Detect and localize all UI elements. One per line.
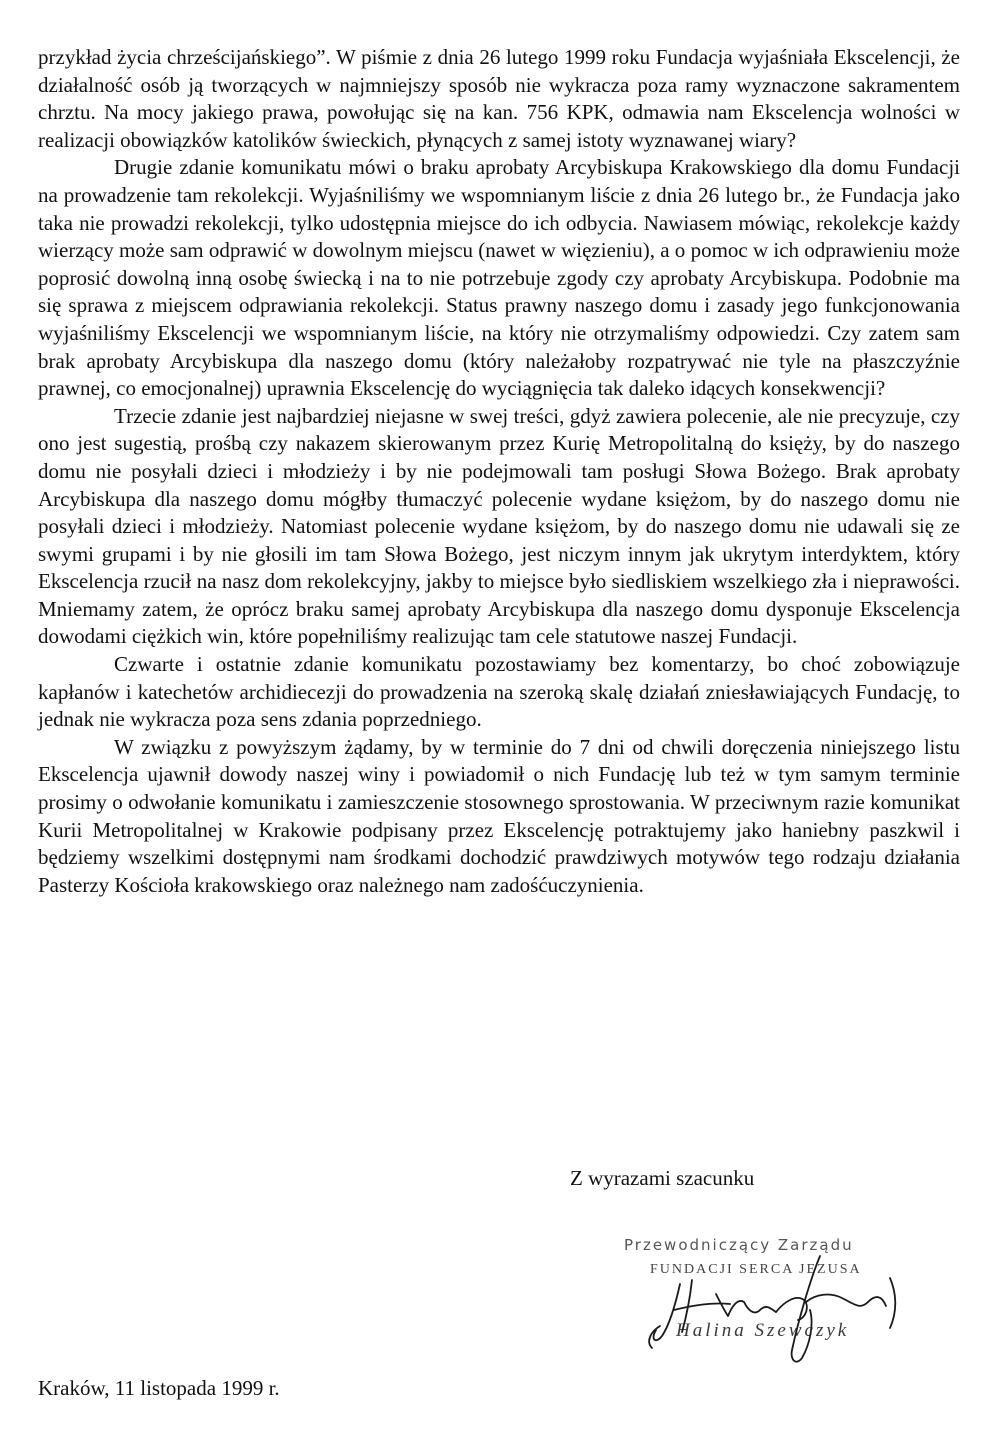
paragraph-5: W związku z powyższym żądamy, by w terminie do 7 dni od chwili doręczenia niniejszego listu Ekscelencja ujawnił dowody naszej winy i powiadomił o nich Fundację lub też w tym samym terminie prosimy o odwołanie komunikatu i zamieszczenie stosownego sprostowania. W przeciwnym razie komunikat Kurii Metropolitalnej w Krakowie podpisany przez Ekscelencję potraktujemy jako haniebny paszkwil i będziemy wszelkimi dostępnymi nam środkami dochodzić prawdziwych motywów tego rodzaju działania Pasterzy Kościoła krakowskiego oraz należnego nam zadośćuczynienia. <box>38 734 960 897</box>
paragraph-2: Drugie zdanie komunikatu mówi o braku aprobaty Arcybiskupa Krakowskiego dla domu Fundacji na prowadzenie tam rekolekcji. Wyjaśniliśmy we wspomnianym liście z dnia 26 lutego br., że Fundacja jako taka nie prowadzi rekolekcji, tylko udostępnia miejsce do ich odbycia. Nawiasem mówiąc, rekolekcje każdy wierzący może sam odprawić w dowolnym miejscu (nawet w więzieniu), a o pomoc w ich odprawieniu może poprosić dowolną inną osobę świecką i na to nie potrzebuje zgody czy aprobaty Arcybiskupa. Podobnie ma się sprawa z miejscem odprawiania rekolekcji. Status prawny naszego domu i zasady jego funkcjonowania wyjaśniliśmy Ekscelencji we wspomnianym liście, na który nie otrzymaliśmy odpowiedzi. Czy zatem sam brak aprobaty Arcybiskupa dla naszego domu (który należałoby rozpatrywać nie tyle na płaszczyźnie prawnej, co emocjonalnej) uprawnia Ekscelencję do wyciągnięcia tak daleko idących konsekwencji? <box>38 155 960 401</box>
stamp-organization: FUNDACJI SERCA JEZUSA <box>650 1262 862 1277</box>
paragraph-3: Trzecie zdanie jest najbardziej niejasne w swej treści, gdyż zawiera polecenie, ale nie precyzuje, czy ono jest sugestią, prośbą czy nakazem skierowanym przez Kurię Metropolitalną do księży, by do naszego domu nie posyłali dzieci i młodzieży i by nie podejmowali tam posługi Słowa Bożego. Brak aprobaty Arcybiskupa dla naszego domu mógłby tłumaczyć polecenie wydane księżom, by do naszego domu nie posyłali dzieci i młodzieży. Natomiast polecenie wydane księżom, by do naszego domu nie udawali się ze swymi grupami i by nie głosili im tam Słowa Bożego, jest niczym innym jak ukrytym interdyktem, który Ekscelencja rzucił na nasz dom rekolekcyjny, jakby to miejsce było siedliskiem wszelkiego zła i nieprawości. Mniemamy zatem, że oprócz braku samej aprobaty Arcybiskupa dla naszego domu dysponuje Ekscelencja dowodami ciężkich win, które popełniliśmy realizując tam cele statutowe naszej Fundacji. <box>38 403 960 649</box>
stamp-name: Halina Szewczyk <box>676 1320 850 1341</box>
signature-stamp <box>620 1232 910 1372</box>
closing-salutation: Z wyrazami szacunku <box>570 1166 755 1190</box>
paragraph-4: Czwarte i ostatnie zdanie komunikatu pozostawiamy bez komentarzy, bo choć zobowiązuje kapłanów i katechetów archidiecezji do prowadzenia na szeroką skalę działań zniesławiających Fundację, to jednak nie wykracza poza sens zdania poprzedniego. <box>38 652 960 732</box>
handwritten-signature <box>620 1232 910 1372</box>
stamp-title: Przewodniczący Zarządu <box>624 1236 854 1254</box>
place-and-date: Kraków, 11 listopada 1999 r. <box>38 1376 280 1400</box>
paragraph-1: przykład życia chrześcijańskiego”. W piśmie z dnia 26 lutego 1999 roku Fundacja wyjaśniała Ekscelencji, że działalność osób ją tworzących w najmniejszy sposób nie wykracza poza ramy wyznaczone sakramentem chrztu. Na mocy jakiego prawa, powołując się na kan. 756 KPK, odmawia nam Ekscelencja wolności w realizacji obowiązków katolików świeckich, płynących z samej istoty wyznawanej wiary? <box>38 45 960 152</box>
letter-body <box>38 44 960 899</box>
